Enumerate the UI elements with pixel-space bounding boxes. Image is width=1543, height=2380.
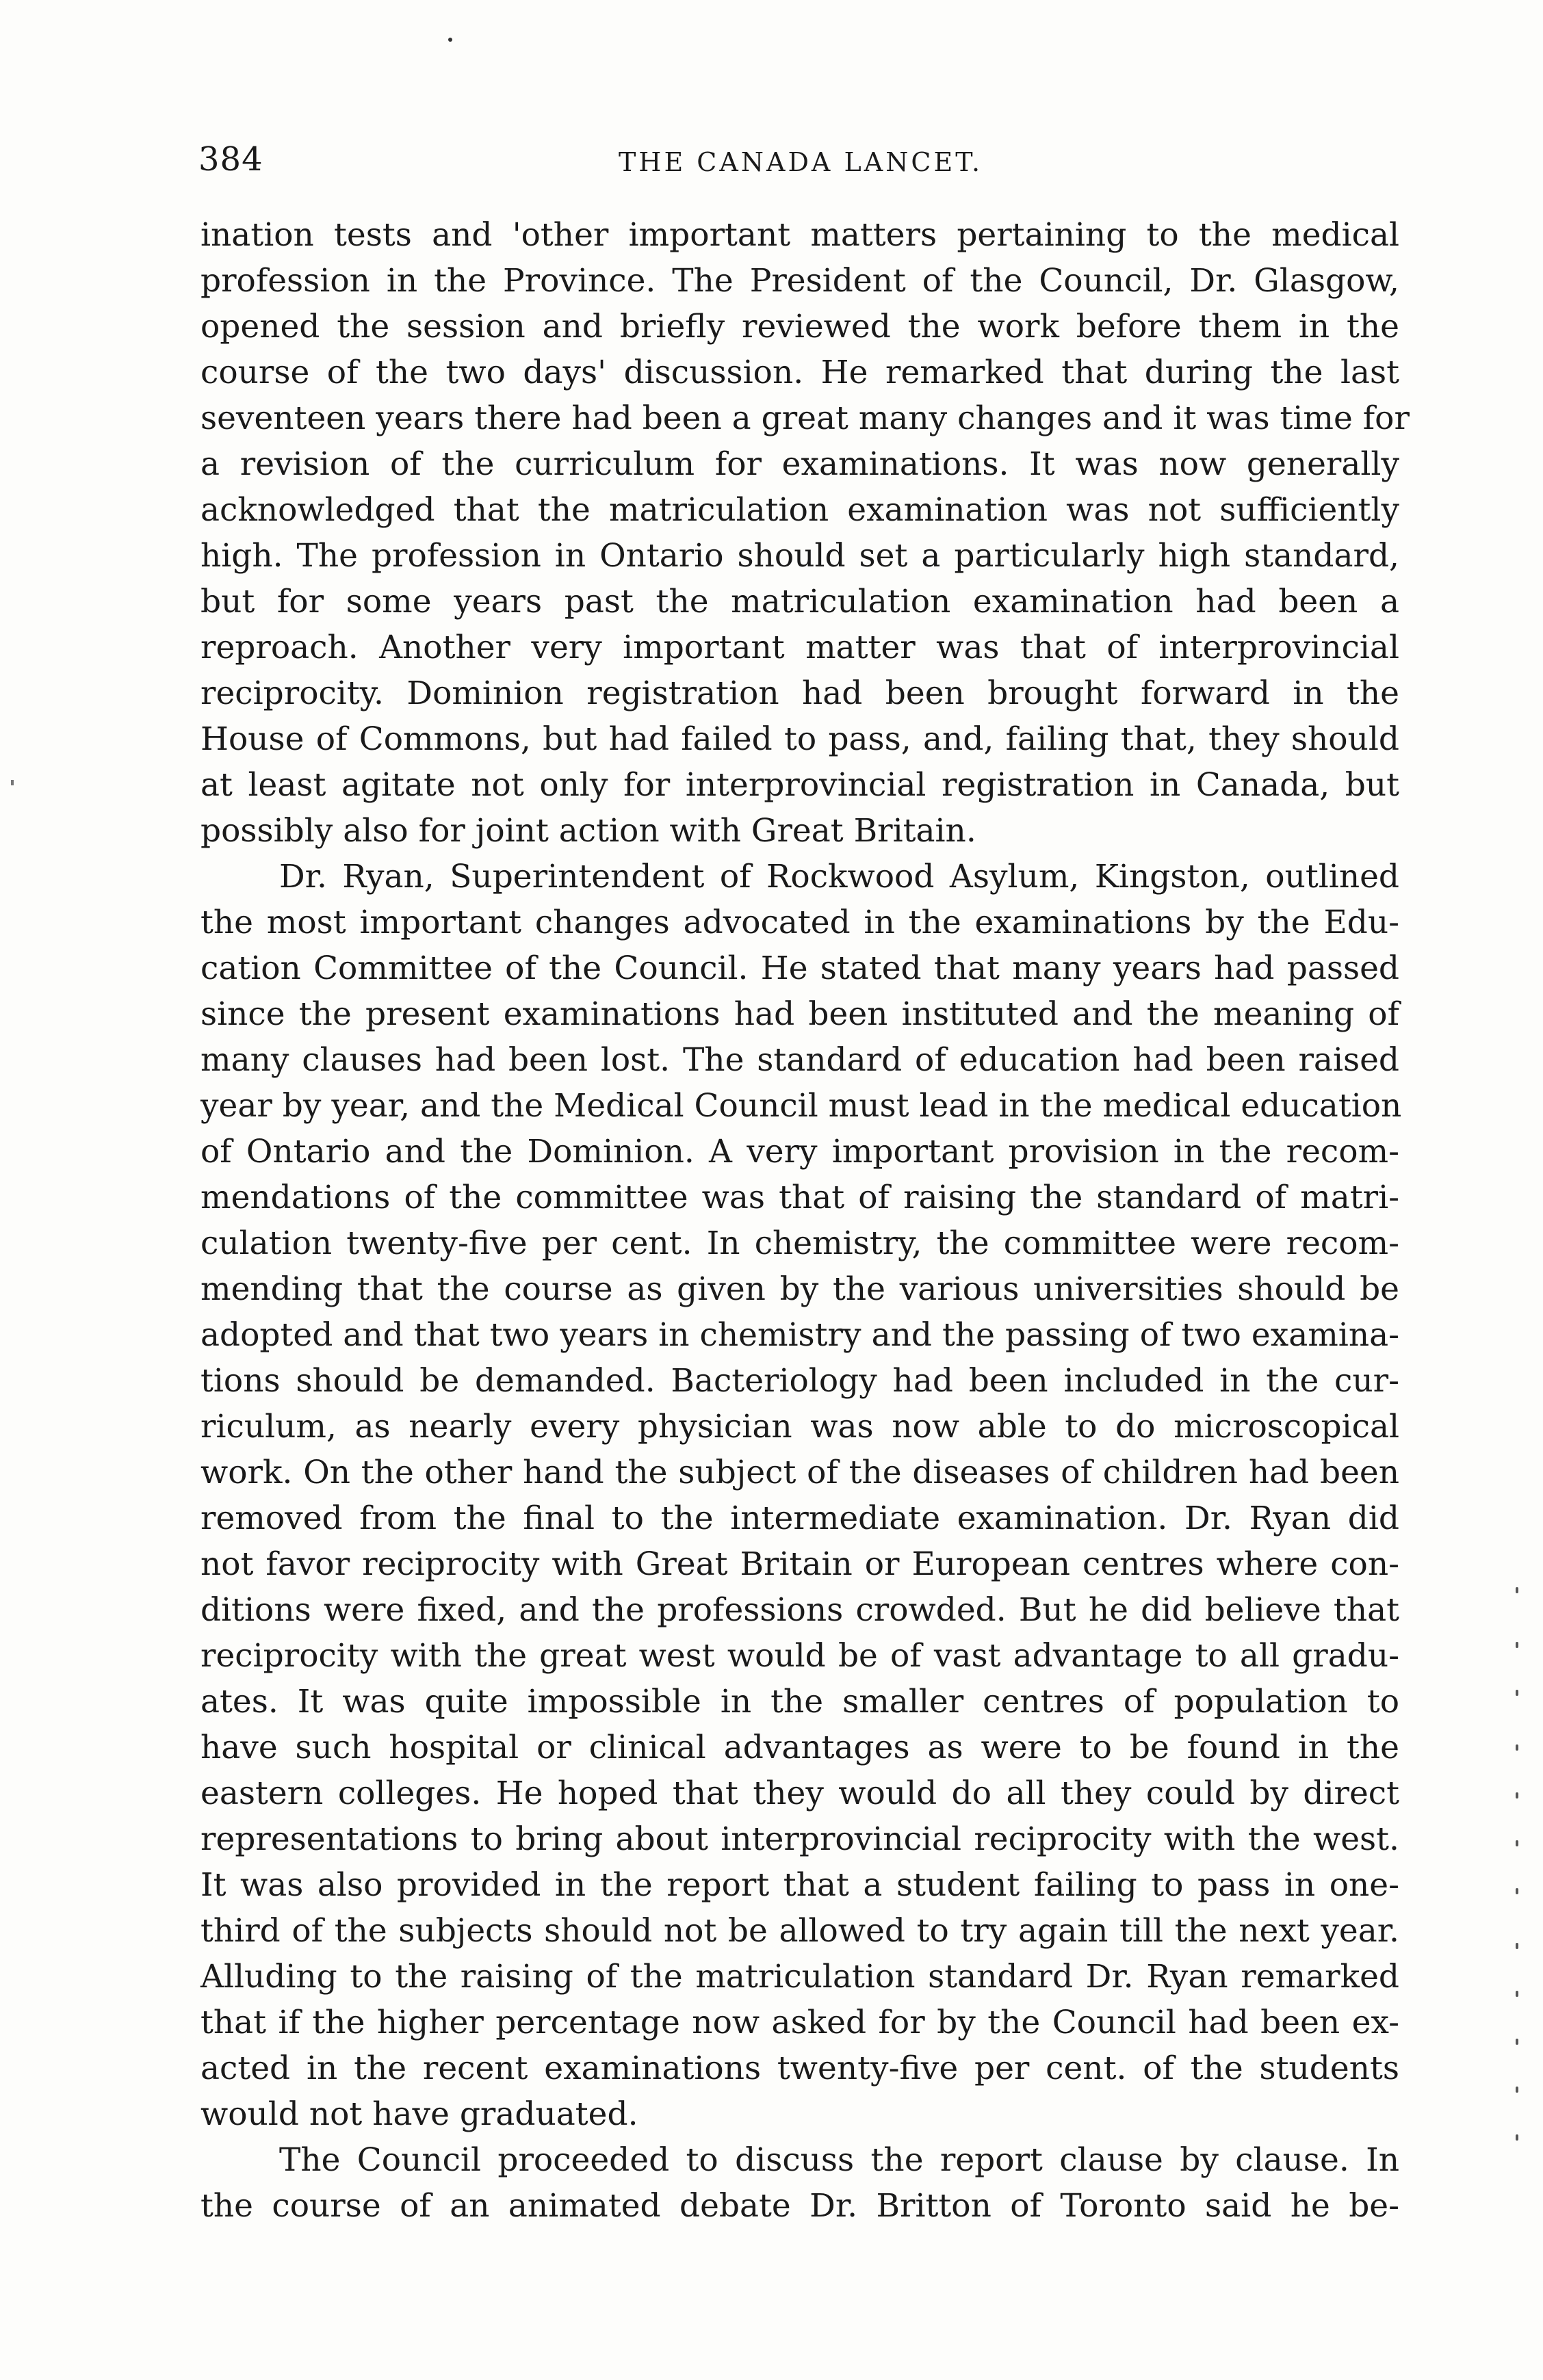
text-line: ates. It was quite impossible in the smaller centres of population to bbox=[200, 1683, 1399, 1721]
text-line: third of the subjects should not be allowed to try again till the next year. bbox=[200, 1912, 1399, 1950]
text-line: removed from the final to the intermediate examination. Dr. Ryan did bbox=[200, 1500, 1399, 1537]
margin-dot bbox=[1516, 1840, 1518, 1846]
margin-dot bbox=[1516, 2039, 1518, 2045]
text-line: ination tests and 'other important matters pertaining to the medical bbox=[200, 216, 1399, 254]
text-line: the most important changes advocated in the examinations by the Edu- bbox=[200, 904, 1399, 941]
text-line: possibly also for joint action with Great Britain. bbox=[200, 812, 976, 850]
text-line: reciprocity. Dominion registration had been brought forward in the bbox=[200, 675, 1399, 712]
text-line: House of Commons, but had failed to pass, and, failing that, they should bbox=[200, 720, 1399, 758]
text-line: It was also provided in the report that a student failing to pass in one- bbox=[200, 1866, 1399, 1904]
page-number: 384 bbox=[198, 140, 263, 179]
text-line: year by year, and the Medical Council must lead in the medical education bbox=[200, 1087, 1402, 1125]
text-line: acknowledged that the matriculation examination was not sufficiently bbox=[200, 491, 1399, 529]
scan-speck bbox=[448, 38, 452, 42]
text-line: at least agitate not only for interprovincial registration in Canada, but bbox=[200, 766, 1399, 804]
margin-marks bbox=[1516, 1587, 1520, 2148]
margin-dot bbox=[1516, 1991, 1518, 1997]
margin-dot bbox=[1516, 1690, 1518, 1696]
text-line: profession in the Province. The President of the Council, Dr. Glasgow, bbox=[200, 262, 1399, 300]
text-line: culation twenty-five per cent. In chemistry, the committee were recom- bbox=[200, 1225, 1399, 1262]
text-line: seventeen years there had been a great many changes and it was time for bbox=[200, 400, 1410, 437]
text-line: a revision of the curriculum for examinations. It was now generally bbox=[200, 445, 1399, 483]
text-line: reciprocity with the great west would be of vast advantage to all gradu- bbox=[200, 1637, 1399, 1675]
text-line: reproach. Another very important matter was that of interprovincial bbox=[200, 629, 1399, 666]
margin-dot bbox=[1516, 1587, 1518, 1593]
text-line: have such hospital or clinical advantages as were to be found in the bbox=[200, 1729, 1399, 1766]
text-line: since the present examinations had been instituted and the meaning of bbox=[200, 995, 1399, 1033]
text-line: that if the higher percentage now asked for by the Council had been ex- bbox=[200, 2004, 1399, 2041]
page-header bbox=[198, 140, 1403, 188]
margin-dot bbox=[1516, 1943, 1518, 1949]
text-line: many clauses had been lost. The standard of education had been raised bbox=[200, 1041, 1399, 1079]
text-line: acted in the recent examinations twenty-five per cent. of the students bbox=[200, 2050, 1399, 2087]
text-line: the course of an animated debate Dr. Britton of Toronto said he be- bbox=[200, 2187, 1399, 2225]
text-line: course of the two days' discussion. He remarked that during the last bbox=[200, 354, 1399, 391]
text-line: opened the session and briefly reviewed the work before them in the bbox=[200, 308, 1399, 345]
text-line: riculum, as nearly every physician was now able to do microscopical bbox=[200, 1408, 1399, 1446]
margin-dot bbox=[1516, 1792, 1518, 1799]
text-line: adopted and that two years in chemistry and the passing of two examina- bbox=[200, 1316, 1399, 1354]
scan-speck bbox=[11, 780, 14, 785]
margin-dot bbox=[1516, 1888, 1518, 1894]
text-line: work. On the other hand the subject of the diseases of children had been bbox=[200, 1454, 1399, 1491]
text-line: mending that the course as given by the various universities should be bbox=[200, 1270, 1399, 1308]
margin-dot bbox=[1516, 2134, 1518, 2141]
text-line: ditions were fixed, and the professions crowded. But he did believe that bbox=[200, 1591, 1399, 1629]
text-line: but for some years past the matriculation examination had been a bbox=[200, 583, 1399, 620]
running-head: THE CANADA LANCET. bbox=[618, 147, 983, 177]
text-line: tions should be demanded. Bacteriology had been included in the cur- bbox=[200, 1362, 1399, 1400]
text-line: Alluding to the raising of the matriculation standard Dr. Ryan remarked bbox=[200, 1958, 1399, 1996]
text-line: of Ontario and the Dominion. A very important provision in the recom- bbox=[200, 1133, 1399, 1171]
article-body bbox=[200, 212, 1410, 2229]
margin-dot bbox=[1516, 2087, 1518, 2093]
margin-dot bbox=[1516, 1744, 1518, 1751]
margin-dot bbox=[1516, 1642, 1518, 1648]
text-line: not favor reciprocity with Great Britain or European centres where con- bbox=[200, 1545, 1399, 1583]
text-line: mendations of the committee was that of raising the standard of matri- bbox=[200, 1179, 1399, 1216]
paragraph-start-line: The Council proceeded to discuss the report clause by clause. In bbox=[279, 2141, 1399, 2179]
text-line: cation Committee of the Council. He stated that many years had passed bbox=[200, 950, 1399, 987]
text-line: representations to bring about interprovincial reciprocity with the west. bbox=[200, 1820, 1399, 1858]
text-line: high. The profession in Ontario should set a particularly high standard, bbox=[200, 537, 1399, 575]
text-line: eastern colleges. He hoped that they would do all they could by direct bbox=[200, 1775, 1399, 1812]
paragraph-start-line: Dr. Ryan, Superintendent of Rockwood Asylum, Kingston, outlined bbox=[279, 858, 1399, 895]
text-line: would not have graduated. bbox=[200, 2095, 638, 2133]
